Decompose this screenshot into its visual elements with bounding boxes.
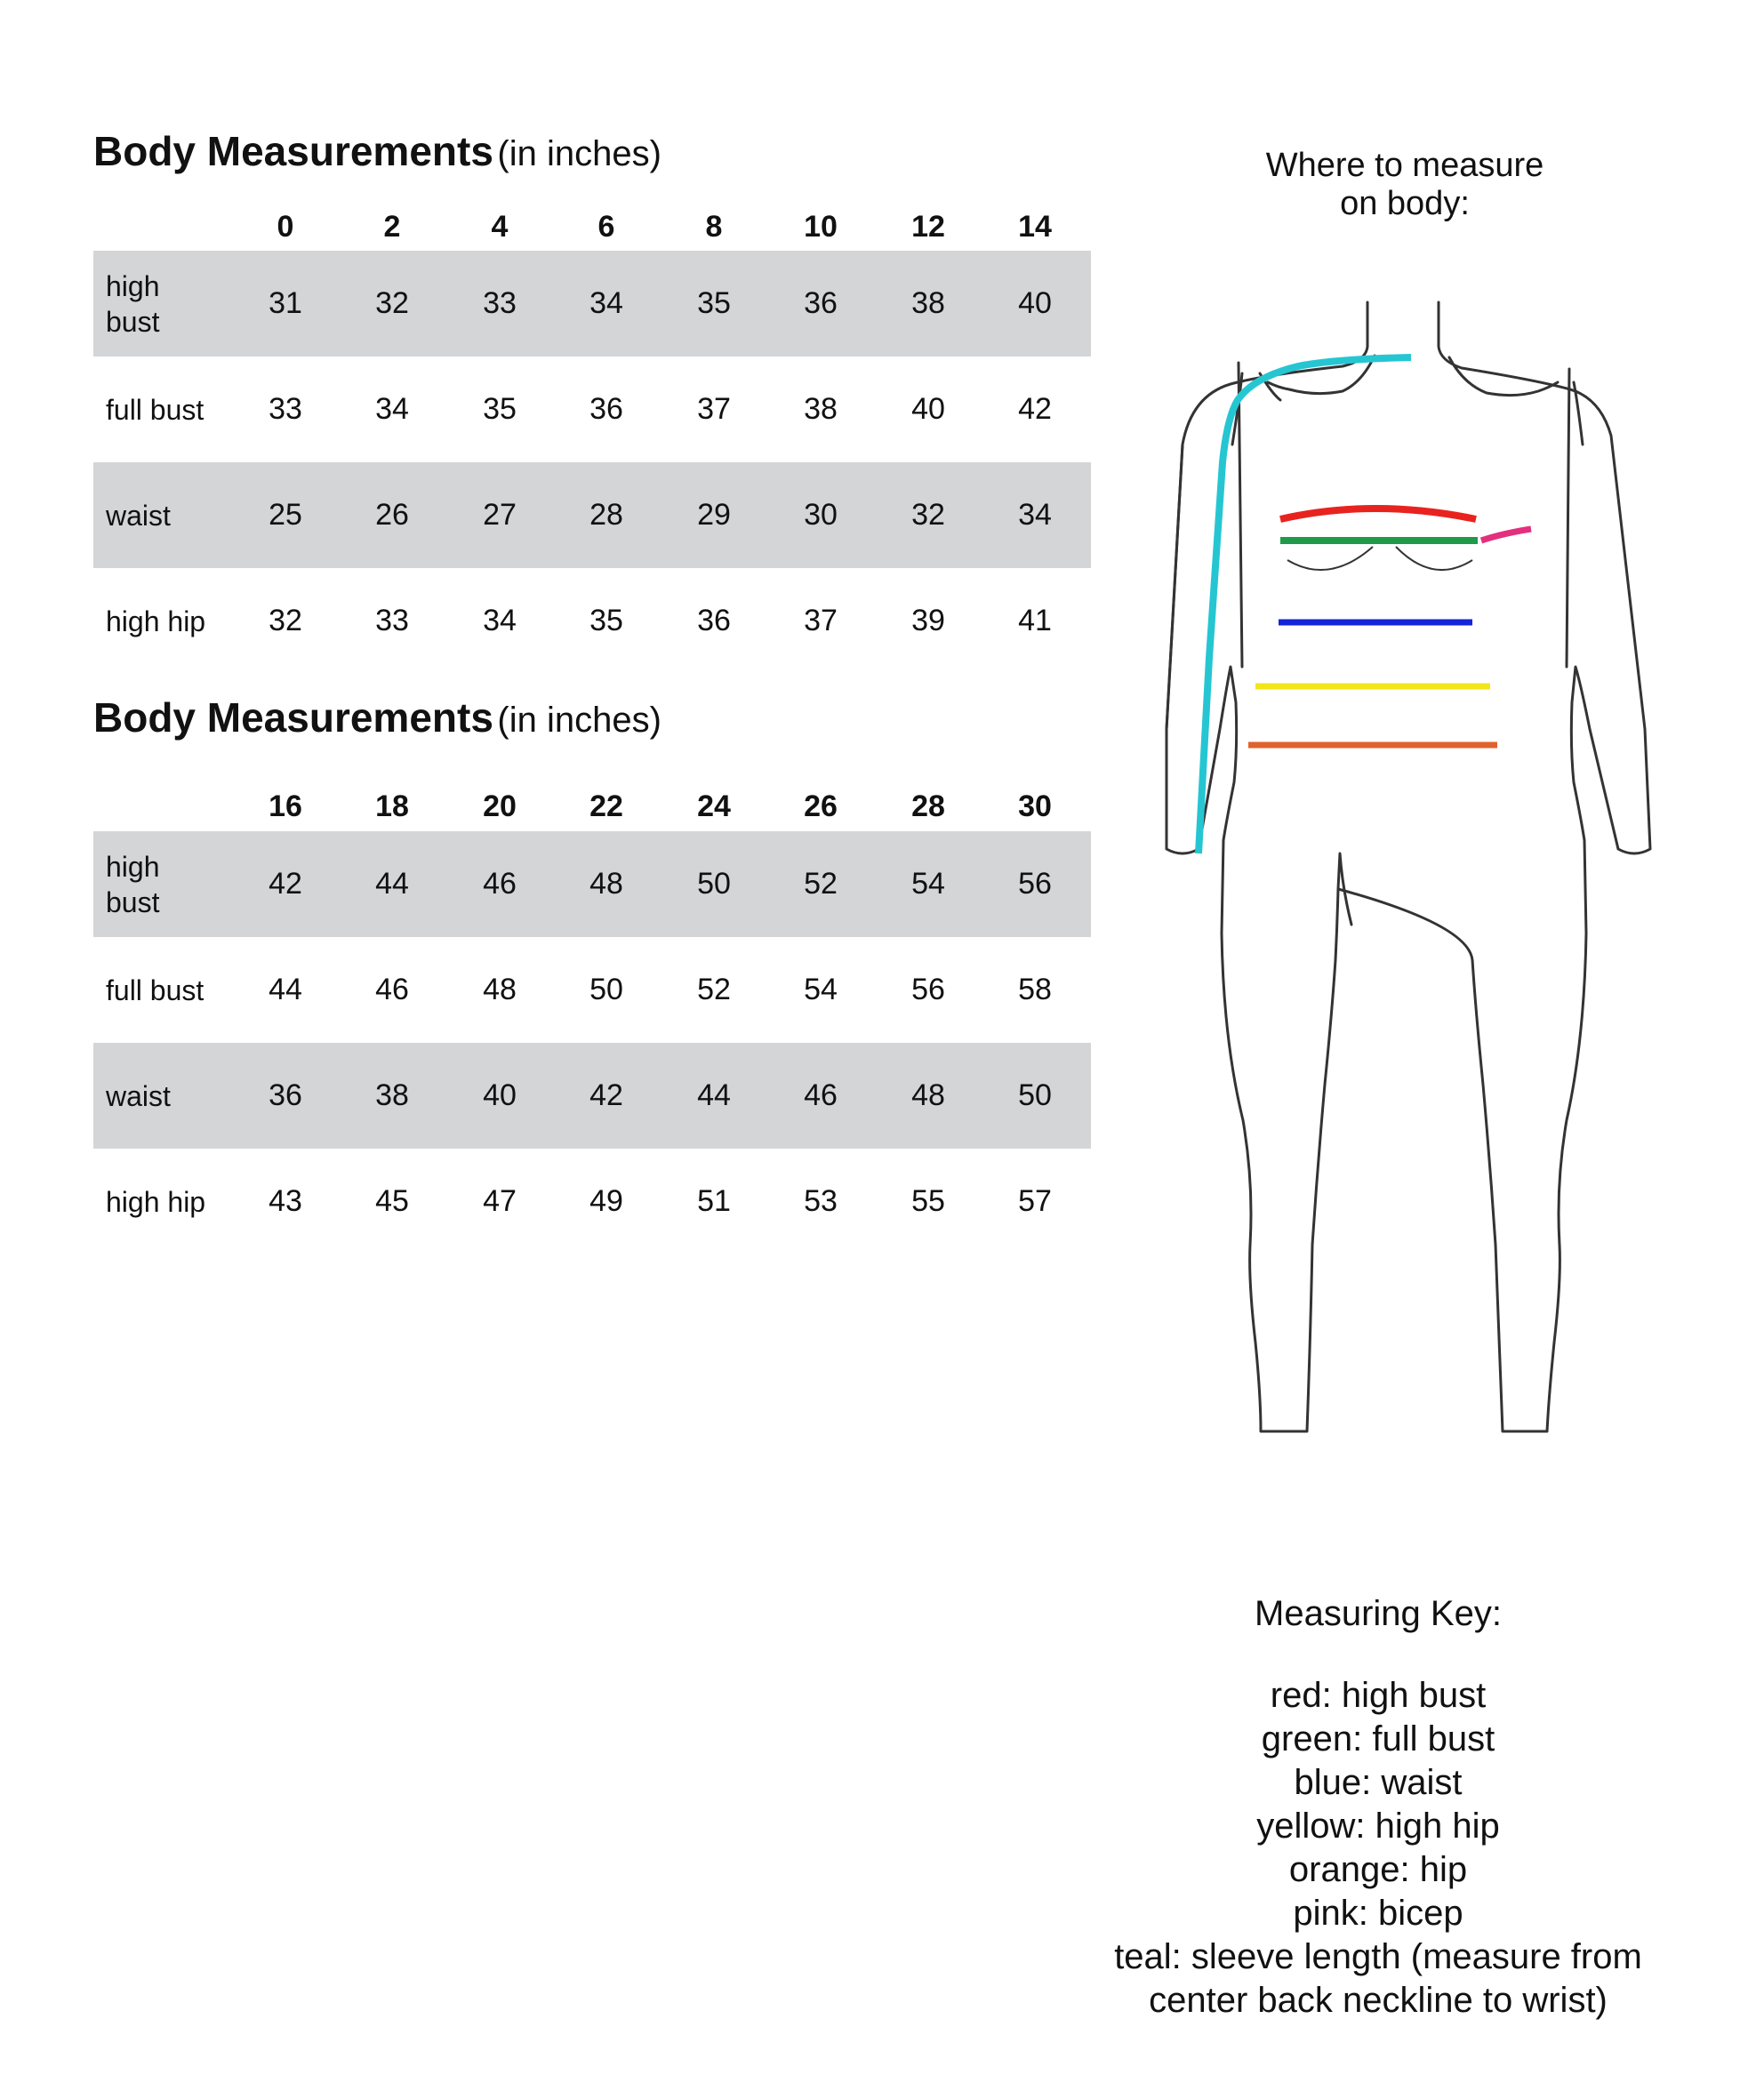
table-cell: 35 (589, 604, 623, 637)
sleeve-length-line (1199, 357, 1411, 853)
table-cell: 51 (697, 1184, 731, 1218)
row-label: high bust (106, 850, 160, 918)
size-header: 26 (804, 789, 838, 823)
table-cell: 33 (269, 392, 302, 426)
table-title-unit: (in inches) (497, 701, 662, 740)
table-cell: 50 (697, 867, 731, 901)
table-row-full-bust (93, 357, 1091, 462)
size-header: 20 (483, 789, 517, 823)
table-title-unit: (in inches) (497, 134, 662, 173)
size-header: 12 (911, 210, 945, 244)
size-header-row (93, 780, 1091, 833)
key-item-red: red: high bust (1270, 1676, 1487, 1715)
table-cell: 44 (375, 867, 409, 901)
table-cell: 34 (375, 392, 409, 426)
table-cell: 57 (1018, 1184, 1052, 1218)
high-bust-line (1280, 509, 1476, 519)
table-cell: 33 (483, 286, 517, 320)
table-cell: 35 (483, 392, 517, 426)
table-cell: 44 (697, 1078, 731, 1112)
table-cell: 55 (911, 1184, 945, 1218)
measuring-key-title: Measuring Key: (1255, 1594, 1502, 1633)
table-cell: 27 (483, 498, 517, 532)
bust-curve-left (1287, 547, 1373, 570)
body-outline (1167, 302, 1650, 1431)
table-cell: 52 (804, 867, 838, 901)
table-title-bold: Body Measurements (93, 128, 493, 174)
key-item-yellow: yellow: high hip (1256, 1807, 1500, 1846)
measuring-key-list (1094, 1674, 1663, 2023)
table-title (93, 691, 662, 744)
row-label: full bust (106, 973, 204, 1006)
size-header: 22 (589, 789, 623, 823)
table-cell: 42 (589, 1078, 623, 1112)
table-cell: 45 (375, 1184, 409, 1218)
table-cell: 29 (697, 498, 731, 532)
key-item-pink: pink: bicep (1293, 1894, 1463, 1933)
table-row-waist (93, 1043, 1091, 1149)
table-cell: 38 (375, 1078, 409, 1112)
table-cell: 50 (1018, 1078, 1052, 1112)
table-cell: 37 (804, 604, 838, 637)
table-cell: 56 (911, 973, 945, 1006)
table-cell: 40 (1018, 286, 1052, 320)
table-cell: 39 (911, 604, 945, 637)
size-header: 24 (697, 789, 731, 823)
table-cell: 31 (269, 286, 302, 320)
size-header: 0 (277, 210, 294, 244)
table-cell: 34 (589, 286, 623, 320)
table-cell: 36 (589, 392, 623, 426)
size-header: 14 (1018, 210, 1052, 244)
table-cell: 25 (269, 498, 302, 532)
table-cell: 44 (269, 973, 302, 1006)
table-cell: 32 (375, 286, 409, 320)
figure-title: Where to measure on body: (1265, 147, 1544, 222)
table-cell: 54 (911, 867, 945, 901)
size-header-row (93, 200, 1091, 253)
table-cell: 36 (269, 1078, 302, 1112)
table-cell: 38 (804, 392, 838, 426)
table-cell: 34 (1018, 498, 1052, 532)
size-header: 16 (269, 789, 302, 823)
size-header: 18 (375, 789, 409, 823)
table-cell: 32 (911, 498, 945, 532)
table-cell: 34 (483, 604, 517, 637)
table-cell: 36 (804, 286, 838, 320)
table-cell: 43 (269, 1184, 302, 1218)
table-row-high-bust (93, 831, 1091, 937)
row-label: waist (106, 499, 171, 532)
table-cell: 46 (804, 1078, 838, 1112)
key-item-blue: blue: waist (1294, 1763, 1463, 1802)
table-cell: 48 (589, 867, 623, 901)
row-label: waist (106, 1079, 171, 1112)
bust-curve-right (1396, 547, 1472, 570)
table-cell: 42 (269, 867, 302, 901)
size-header: 10 (804, 210, 838, 244)
row-label: high hip (106, 1185, 206, 1218)
table-cell: 46 (375, 973, 409, 1006)
table-cell: 28 (589, 498, 623, 532)
table-row-high-bust (93, 251, 1091, 357)
table-cell: 48 (483, 973, 517, 1006)
key-item-teal: teal: sleeve length (measure from center back neckline to wrist) (1114, 1937, 1642, 2020)
table-cell: 54 (804, 973, 838, 1006)
table-cell: 53 (804, 1184, 838, 1218)
body-figure (1156, 284, 1672, 1529)
table-cell: 26 (375, 498, 409, 532)
left-arm-outline (1167, 445, 1183, 729)
table-cell: 38 (911, 286, 945, 320)
table-cell: 47 (483, 1184, 517, 1218)
table-row-high-hip (93, 1149, 1091, 1254)
table-row-waist (93, 462, 1091, 568)
table-cell: 50 (589, 973, 623, 1006)
table-cell: 40 (483, 1078, 517, 1112)
table-row-high-hip (93, 568, 1091, 674)
key-item-green: green: full bust (1261, 1719, 1495, 1759)
size-header: 30 (1018, 789, 1052, 823)
row-label: high hip (106, 605, 206, 637)
table-cell: 52 (697, 973, 731, 1006)
size-header: 28 (911, 789, 945, 823)
table-cell: 42 (1018, 392, 1052, 426)
table-cell: 40 (911, 392, 945, 426)
size-header: 4 (491, 210, 509, 244)
table-cell: 37 (697, 392, 731, 426)
bicep-line (1481, 529, 1531, 541)
table-cell: 58 (1018, 973, 1052, 1006)
size-header: 6 (597, 210, 615, 244)
table-cell: 32 (269, 604, 302, 637)
table-cell: 41 (1018, 604, 1052, 637)
size-header: 2 (383, 210, 401, 244)
row-label: full bust (106, 393, 204, 426)
table-cell: 56 (1018, 867, 1052, 901)
table-title (93, 124, 662, 178)
table-cell: 33 (375, 604, 409, 637)
table-title-bold: Body Measurements (93, 694, 493, 741)
table-cell: 48 (911, 1078, 945, 1112)
table-cell: 30 (804, 498, 838, 532)
key-item-orange: orange: hip (1288, 1850, 1468, 1889)
table-cell: 35 (697, 286, 731, 320)
row-label: high bust (106, 269, 160, 338)
table-row-full-bust (93, 937, 1091, 1043)
table-cell: 49 (589, 1184, 623, 1218)
table-cell: 46 (483, 867, 517, 901)
table-cell: 36 (697, 604, 731, 637)
size-header: 8 (705, 210, 723, 244)
